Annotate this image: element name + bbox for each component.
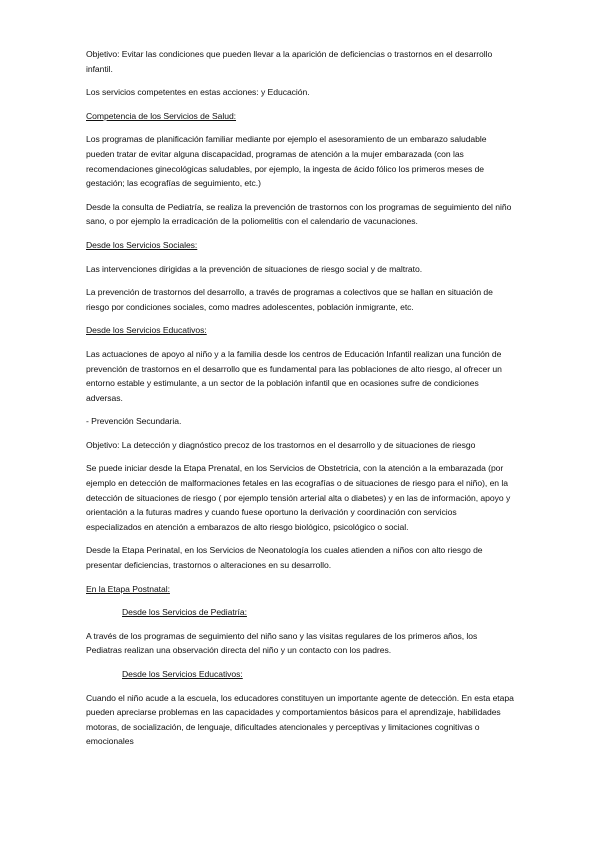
paragraph-family-planning: Los programas de planificación familiar mediante por ejemplo el asesoramiento de un embarazo saludable pueden tratar de evitar alguna discapacidad, programas de atención a la mujer embarazada (con las recomendaciones ginecológicas saludables, por ejemplo, la ingesta de ácido fólico los primeros meses de gestación; las ecografías de seguimiento, etc.) bbox=[86, 134, 487, 189]
subheading-educational-services: Desde los Servicios Educativos: bbox=[122, 669, 243, 679]
competent-services: Los servicios competentes en estas acciones: y Educación. bbox=[86, 87, 310, 98]
paragraph-pediatrics-prevention: Desde la consulta de Pediatría, se realiza la prevención de trastornos con los programas de seguimiento del niño sano, o por ejemplo la erradicación de la poliomelitis con el calendario de vacunaciones. bbox=[86, 201, 512, 227]
document-body bbox=[86, 47, 514, 758]
paragraph-school-detection: Cuando el niño acude a la escuela, los educadores constituyen un importante agente de detección. En esta etapa pueden apreciarse problemas en las capacidades y comportamientos básicos para el aprendizaje, habilidades motoras, de socialización, de lenguaje, dificultades atencionales y perceptivas y limitaciones cognitivas o emocionales bbox=[86, 692, 514, 747]
heading-health-services: Competencia de los Servicios de Salud: bbox=[86, 110, 237, 121]
heading-educational-services: Desde los Servicios Educativos: bbox=[86, 325, 207, 336]
paragraph-educational-actions: Las actuaciones de apoyo al niño y a la familia desde los centros de Educación Infantil realizan una función de prevención de trastornos en el desarrollo que es fundamental para las poblaciones de alto riesgo, al ofrecer un entorno estable y estimulante, a un sector de la población infantil que en ocasiones sufre de condiciones adversas. bbox=[86, 348, 502, 403]
objective-primary: Objetivo: Evitar las condiciones que pueden llevar a la aparición de deficiencias o trastornos en el desarrollo infantil. bbox=[86, 49, 493, 74]
paragraph-perinatal: Desde la Etapa Perinatal, en los Servicios de Neonatología los cuales atienden a niños con alto riesgo de presentar deficiencias, trastornos o alteraciones en su desarrollo. bbox=[86, 545, 483, 571]
paragraph-prenatal: Se puede iniciar desde la Etapa Prenatal, en los Servicios de Obstetricia, con la atención a la embarazada (por ejemplo en detección de malformaciones fetales en las ecografías o de situaciones de riesgo para el niño), en la detección de situaciones de riesgo ( por ejemplo tensión arterial alta o diabetes) y en las de información, apoyo y orientación a la futuras madres y cuando fuese oportuno la derivación y coordinación con servicios especializados en atención a embarazos de alto riesgo biológico, psicológico o social. bbox=[86, 463, 511, 532]
heading-social-services: Desde los Servicios Sociales: bbox=[86, 239, 198, 250]
objective-secondary: Objetivo: La detección y diagnóstico precoz de los trastornos en el desarrollo y de situaciones de riesgo bbox=[86, 439, 476, 450]
paragraph-social-prevention: La prevención de trastornos del desarrollo, a través de programas a colectivos que se hallan en situación de riesgo por condiciones sociales, como madres adolescentes, población inmigrante, etc. bbox=[86, 287, 493, 312]
section-secondary-prevention: - Prevención Secundaria. bbox=[86, 416, 182, 427]
heading-postnatal: En la Etapa Postnatal: bbox=[86, 583, 170, 594]
subheading-pediatric-services: Desde los Servicios de Pediatría: bbox=[122, 607, 247, 618]
paragraph-social-interventions: Las intervenciones dirigidas a la prevención de situaciones de riesgo social y de maltrato. bbox=[86, 263, 423, 274]
paragraph-pediatric-followup: A través de los programas de seguimiento del niño sano y las visitas regulares de los primeros años, los Pediatras realizan una observación directa del niño y un contacto con los padres. bbox=[86, 630, 478, 656]
